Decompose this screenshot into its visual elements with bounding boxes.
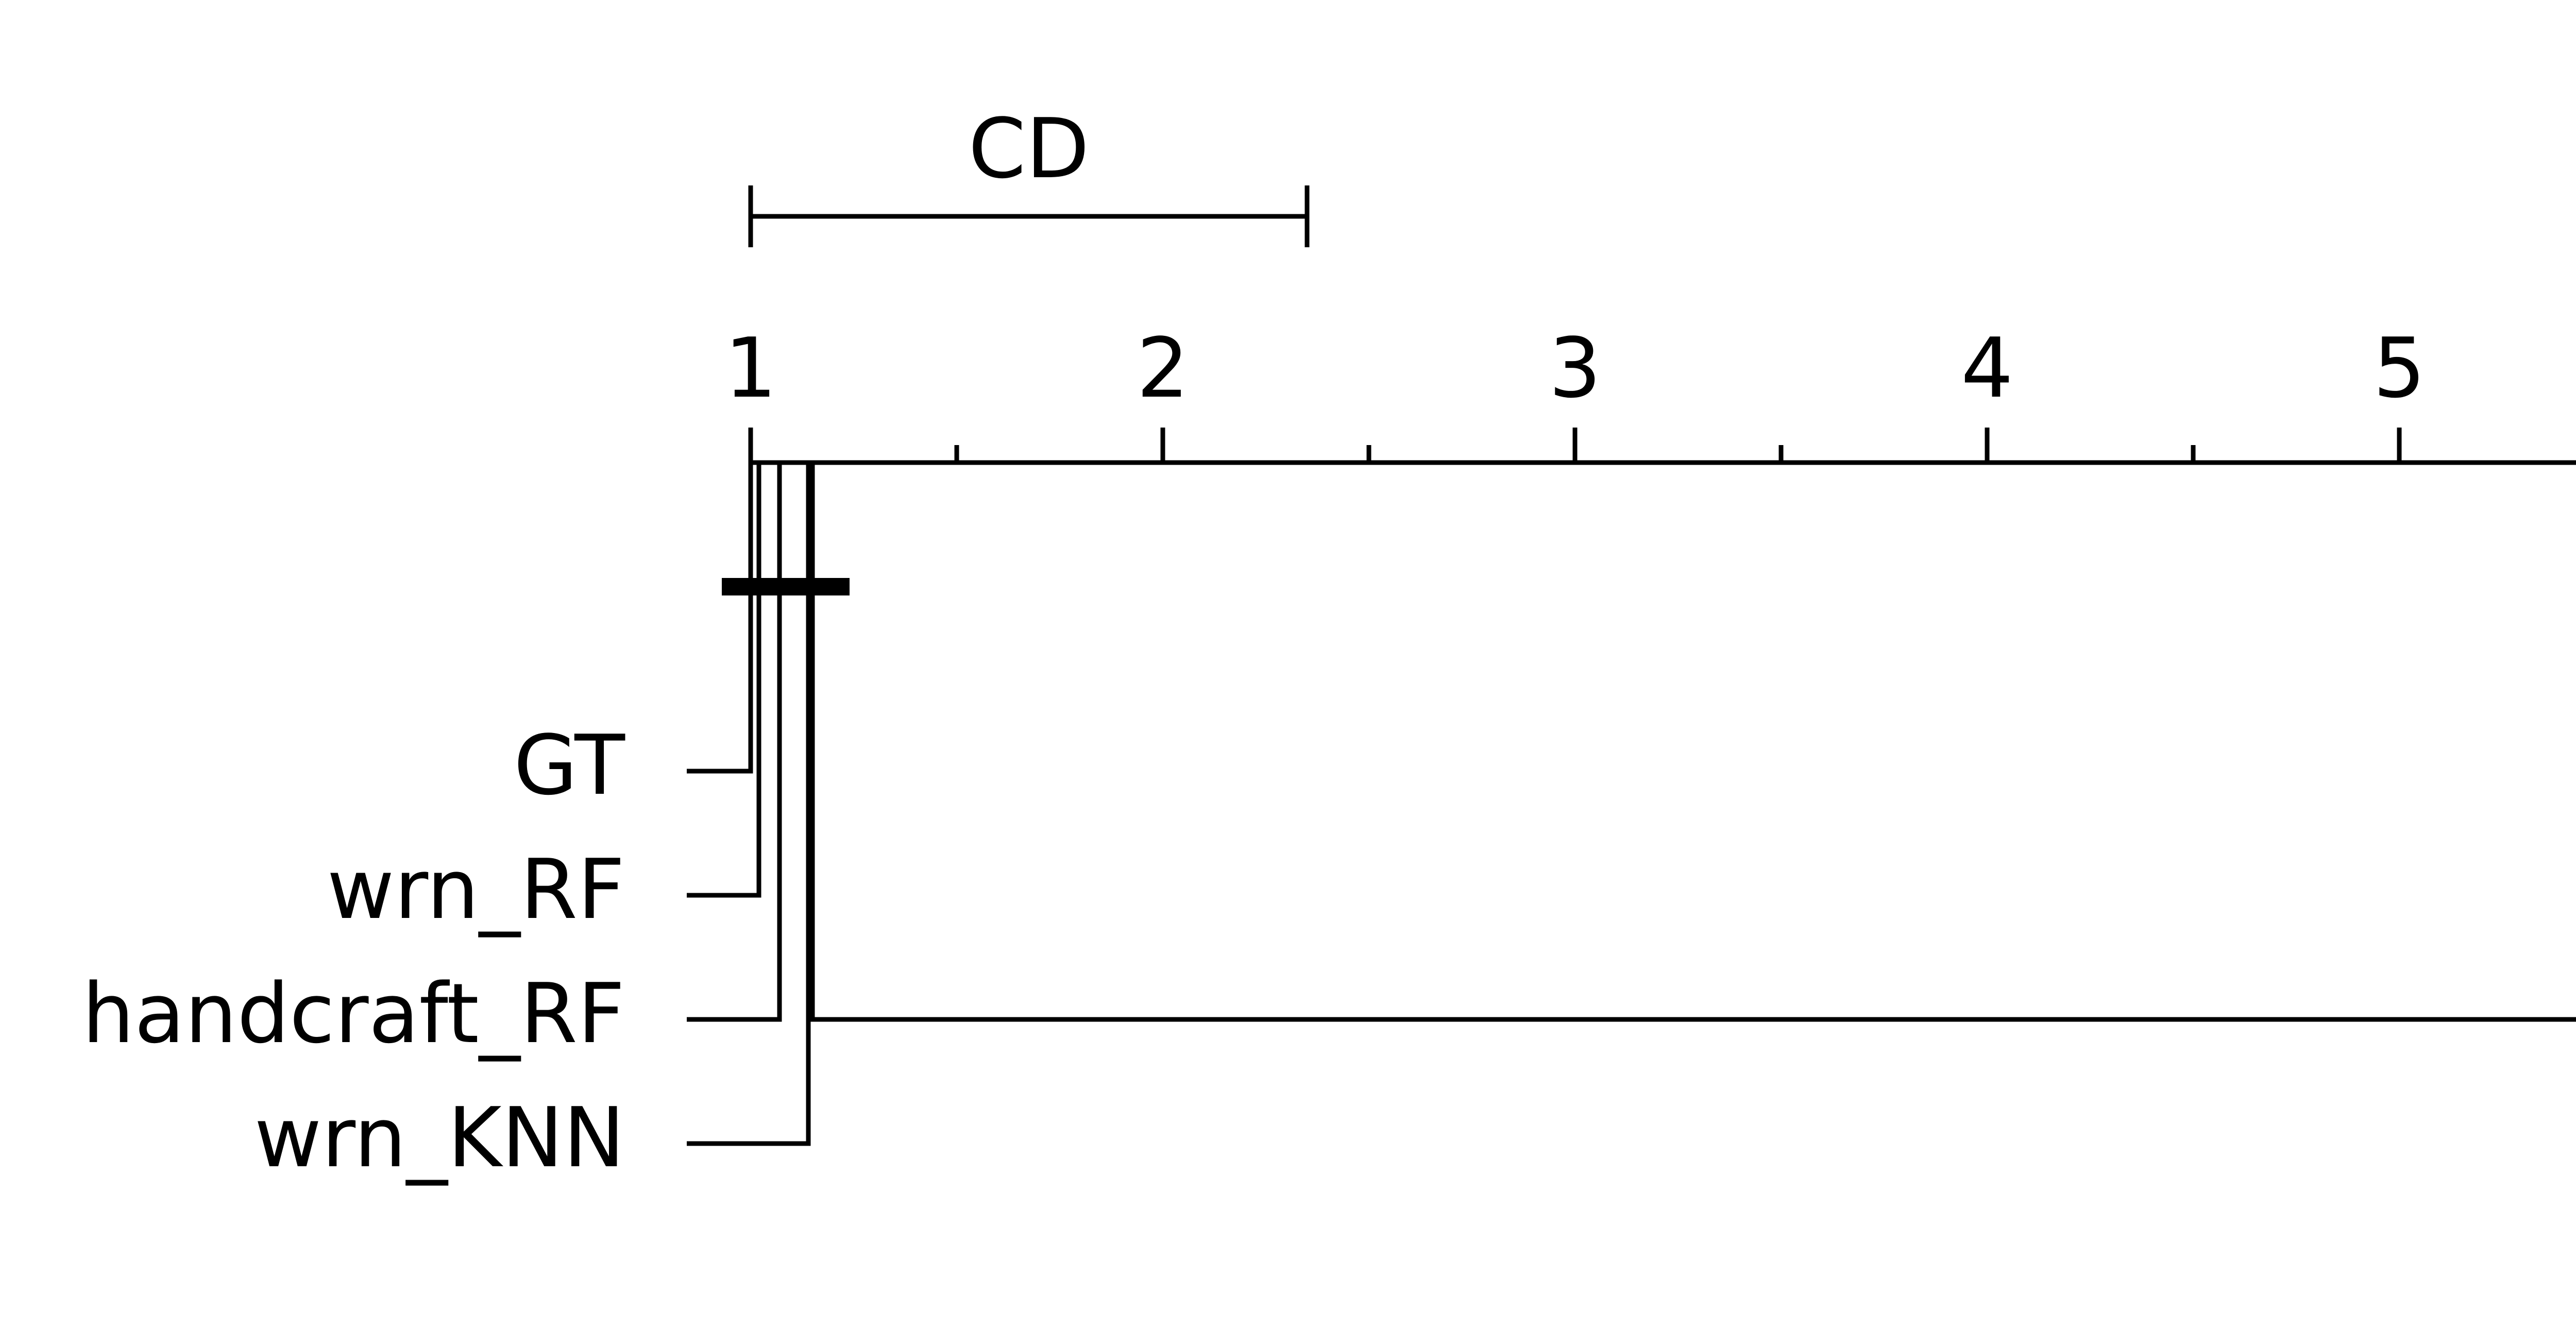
rank-axis — [724, 320, 2576, 463]
clique-bars — [722, 587, 2576, 648]
method-label: wrn_RF — [327, 841, 625, 938]
left-methods — [82, 463, 808, 1186]
cd-bar — [751, 100, 1307, 247]
method-connector — [687, 463, 779, 1019]
method-label: handcraft_RF — [82, 965, 625, 1062]
method-label: GT — [513, 717, 625, 813]
cd-label: CD — [968, 100, 1090, 197]
method-connector — [687, 463, 759, 895]
method-connector — [687, 463, 751, 771]
method-label: wrn_KNN — [254, 1089, 625, 1186]
method-connector — [812, 463, 2576, 1019]
axis-tick-label: 1 — [724, 319, 777, 416]
axis-tick-label: 5 — [2373, 319, 2426, 416]
right-methods — [812, 463, 2576, 1062]
axis-tick-label: 4 — [1961, 319, 2013, 416]
axis-tick-label: 2 — [1137, 319, 1189, 416]
axis-tick-label: 3 — [1549, 319, 1601, 416]
method-connector — [687, 463, 808, 1144]
